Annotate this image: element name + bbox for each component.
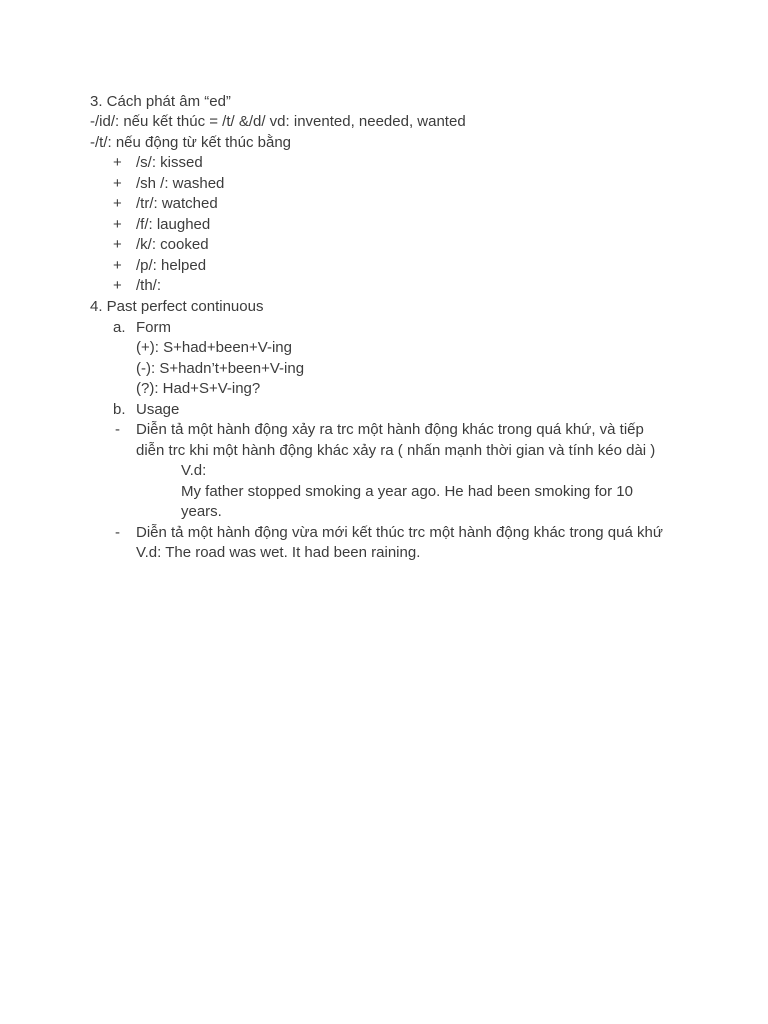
form-question: (?): Had+S+V-ing? — [136, 380, 261, 397]
rule-id-line: -/id/: nếu kết thúc = /t/ &/d/ vd: invented, needed, wanted — [90, 113, 466, 130]
usage-2-example: V.d: The road was wet. It had been raining. — [136, 544, 421, 561]
section-3-heading: 3. Cách phát âm “ed” — [90, 93, 231, 110]
list-item: /k/: cooked — [136, 236, 209, 253]
section-4-heading: 4. Past perfect continuous — [90, 298, 264, 315]
form-negative: (-): S+hadn’t+been+V-ing — [136, 360, 305, 377]
list-item: /tr/: watched — [136, 195, 218, 212]
list-item: /f/: laughed — [136, 216, 211, 233]
example-1-label: V.d: — [181, 462, 207, 479]
list-item: /sh /: washed — [136, 175, 225, 192]
bullet-marker: + — [113, 216, 122, 233]
bullet-marker: + — [113, 195, 122, 212]
dash-marker: - — [115, 421, 120, 438]
list-item: /th/: — [136, 277, 162, 294]
example-1-line-2: years. — [181, 503, 222, 520]
rule-t-line: -/t/: nếu động từ kết thúc bằng — [90, 134, 292, 151]
bullet-marker: + — [113, 154, 122, 171]
list-item: /p/: helped — [136, 257, 207, 274]
usage-2-line-1: Diễn tả một hành động vừa mới kết thúc trc một hành động khác trong quá khứ — [136, 524, 663, 541]
form-label: Form — [136, 319, 171, 336]
bullet-marker: + — [113, 257, 122, 274]
bullet-marker: + — [113, 236, 122, 253]
bullet-marker: + — [113, 277, 122, 294]
usage-label: Usage — [136, 401, 180, 418]
list-marker-a: a. — [113, 319, 126, 336]
usage-1-line-1: Diễn tả một hành động xảy ra trc một hành động khác trong quá khứ, và tiếp — [136, 421, 644, 438]
list-marker-b: b. — [113, 401, 126, 418]
dash-marker: - — [115, 524, 120, 541]
list-item: /s/: kissed — [136, 154, 203, 171]
bullet-marker: + — [113, 175, 122, 192]
usage-1-line-2: diễn trc khi một hành động khác xảy ra ( nhấn mạnh thời gian và tính kéo dài ) — [136, 442, 656, 459]
form-affirmative: (+): S+had+been+V-ing — [136, 339, 292, 356]
example-1-line-1: My father stopped smoking a year ago. He had been smoking for 10 — [181, 483, 633, 500]
